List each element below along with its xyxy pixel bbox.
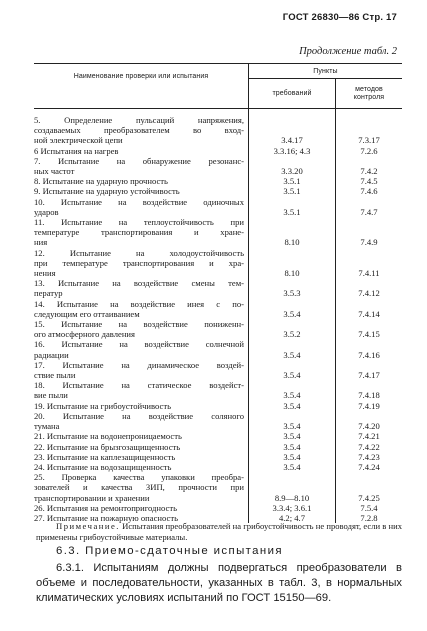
table-row <box>34 146 402 156</box>
test-name-cell <box>34 452 249 462</box>
requirement-clause-cell: 3.5.4 <box>249 462 336 472</box>
test-name-line: 11. Испытание на теплоустойчивость при <box>34 217 244 228</box>
test-name-line: 24. Испытание на водозащищенность <box>34 461 172 472</box>
test-name-line: 25. Проверка качества упаковки преобра- <box>34 472 244 483</box>
test-name-line: 7. Испытание на обнаружение резонанс- <box>34 155 244 166</box>
tests-table <box>34 63 402 523</box>
table-row <box>34 411 402 431</box>
test-name-line: ния <box>34 237 48 248</box>
requirement-clause-cell: 3.5.1 <box>249 186 336 196</box>
test-name-line: 6 Испытания на нагрев <box>34 145 119 156</box>
test-name-cell <box>34 176 249 186</box>
column-header-methods-line1: методов <box>355 86 383 93</box>
requirement-clause-cell: 8.9—8.10 <box>249 472 336 503</box>
test-name-line: 17. Испытание на динамическое воздей- <box>34 359 244 370</box>
test-name-line: 9. Испытание на ударную устойчивость <box>34 186 180 197</box>
method-clause-cell: 7.4.22 <box>358 441 380 452</box>
paragraph-line: климатических условиях испытаний по ГОСТ 15150—69. <box>36 592 332 604</box>
method-clause-cell: 7.3.17 <box>358 135 380 146</box>
paragraph-line: 6.3.1. Испытаниям должны подвергаться преобразователи в <box>56 562 402 574</box>
method-clause-cell: 7.4.16 <box>358 349 380 360</box>
column-header-points: Пункты <box>249 64 403 79</box>
test-name-line: 27. Испытание на пожарную опасность <box>34 512 178 523</box>
test-name-line: создаваемых преобразователем во вход- <box>34 125 244 136</box>
test-name-line: 23. Испытание на каплезащищенность <box>34 451 176 462</box>
test-name-cell <box>34 115 249 146</box>
test-name-cell <box>34 503 249 513</box>
table-row <box>34 197 402 217</box>
test-name-cell <box>34 380 249 400</box>
requirement-clause-cell: 3.3.20 <box>249 156 336 176</box>
column-header-requirements: требований <box>249 79 336 109</box>
test-name-line: 19. Испытание на грибоустойчивость <box>34 400 172 411</box>
tests-table-body <box>34 109 402 524</box>
test-name-cell <box>34 411 249 431</box>
test-name-line: 10. Испытание на воздействие одиночных <box>34 196 244 207</box>
requirement-clause-cell: 3.5.1 <box>249 197 336 217</box>
paragraph-line: объеме и последовательности, указанных в табл. 3, в нормальных <box>36 577 402 589</box>
table-row <box>34 115 402 146</box>
method-clause-cell: 7.2.6 <box>360 145 378 156</box>
test-name-line: 26. Испытания на ремонтопригодность <box>34 502 178 513</box>
method-clause-cell: 7.4.14 <box>358 308 380 319</box>
note-text: Испытания преобразователей на грибоустойчивость не проводят, если в них применены грибоустойчивые материалы. <box>36 521 402 542</box>
requirement-clause-cell: 3.5.4 <box>249 452 336 462</box>
table-row <box>34 217 402 248</box>
test-name-cell <box>34 462 249 472</box>
test-name-cell <box>34 146 249 156</box>
method-clause-cell: 7.4.19 <box>358 400 380 411</box>
test-name-line: 21. Испытание на водонепроницаемость <box>34 431 182 442</box>
column-header-methods-line2: контроля <box>353 94 385 101</box>
method-clause-cell: 7.4.20 <box>358 421 380 432</box>
test-name-line: 16. Испытание на воздействие солнечной <box>34 339 244 350</box>
method-clause-cell: 7.2.8 <box>360 512 378 523</box>
method-clause-cell: 7.4.17 <box>358 370 380 381</box>
method-clause-cell: 7.4.2 <box>360 166 378 177</box>
section-title: 6.3. Приемо-сдаточные испытания <box>56 545 283 557</box>
table-row <box>34 401 402 411</box>
test-name-cell <box>34 401 249 411</box>
test-name-line: тумана <box>34 421 60 432</box>
method-clause-cell: 7.4.7 <box>360 206 378 217</box>
table-row <box>34 360 402 380</box>
requirement-clause-cell: 3.5.4 <box>249 380 336 400</box>
test-name-cell <box>34 472 249 503</box>
test-name-line: 13. Испытание на воздействие смены тем- <box>34 278 244 289</box>
test-name-line: транспортировании и хранении <box>34 492 150 503</box>
test-name-cell <box>34 156 249 176</box>
test-name-cell <box>34 339 249 359</box>
requirement-clause-cell: 4.2; 4.7 <box>249 513 336 523</box>
test-name-line: 12. Испытание на холодоустойчивость <box>34 247 244 258</box>
table-row <box>34 278 402 298</box>
method-clause-cell: 7.4.23 <box>358 451 380 462</box>
table-row <box>34 339 402 359</box>
test-name-cell <box>34 319 249 339</box>
table-row <box>34 319 402 339</box>
test-name-line: 20. Испытание на воздействие соляного <box>34 410 244 421</box>
test-name-line: ной электрической цепи <box>34 135 123 146</box>
method-clause-cell: 7.4.5 <box>360 176 378 187</box>
test-name-line: 5. Определение пульсаций напряжения, <box>34 115 244 125</box>
test-name-line: ствие пыли <box>34 370 76 381</box>
requirement-clause-cell: 3.5.2 <box>249 319 336 339</box>
requirement-clause-cell: 3.5.1 <box>249 176 336 186</box>
column-header-name: Наименование проверки или испытания <box>34 64 249 109</box>
table-row <box>34 186 402 196</box>
table-row <box>34 452 402 462</box>
method-clause-cell: 7.4.6 <box>360 186 378 197</box>
table-row <box>34 442 402 452</box>
test-name-line: ператур <box>34 288 63 299</box>
method-clause-cell: 7.5.4 <box>360 502 378 513</box>
test-name-line: температуре транспортирования и хране- <box>34 227 244 238</box>
requirement-clause-cell: 3.3.16; 4.3 <box>249 146 336 156</box>
method-clause-cell: 7.4.25 <box>358 492 380 503</box>
table-row <box>34 156 402 176</box>
method-clause-cell: 7.4.21 <box>358 431 380 442</box>
requirement-clause-cell: 3.5.4 <box>249 360 336 380</box>
requirement-clause-cell: 3.5.4 <box>249 442 336 452</box>
table-row <box>34 299 402 319</box>
method-clause-cell: 7.4.11 <box>358 268 380 279</box>
test-name-line: 18. Испытание на статическое воздейст- <box>34 380 244 391</box>
table-row <box>34 462 402 472</box>
table-note <box>36 521 402 543</box>
requirement-clause-cell: 8.10 <box>249 217 336 248</box>
requirement-clause-cell: 3.5.4 <box>249 431 336 441</box>
section-paragraph <box>36 561 402 606</box>
requirement-clause-cell: 3.5.4 <box>249 339 336 359</box>
requirement-clause-cell: 8.10 <box>249 248 336 279</box>
test-name-line: ных частот <box>34 166 75 177</box>
test-name-cell <box>34 299 249 319</box>
note-label: Примечание. <box>56 521 120 531</box>
test-name-line: при температуре транспортирования и хра- <box>34 257 244 268</box>
table-row <box>34 380 402 400</box>
requirement-clause-cell: 3.5.3 <box>249 278 336 298</box>
table-row <box>34 176 402 186</box>
table-row <box>34 503 402 513</box>
requirement-clause-cell: 3.5.4 <box>249 411 336 431</box>
table-row <box>34 472 402 503</box>
requirement-clause-cell: 3.4.17 <box>249 115 336 146</box>
test-name-cell <box>34 197 249 217</box>
test-name-line: радиации <box>34 349 69 360</box>
table-row <box>34 248 402 279</box>
requirement-clause-cell: 3.5.4 <box>249 299 336 319</box>
test-name-line: 15. Испытание на воздействие пониженн- <box>34 319 244 330</box>
test-name-line: следующим его оттаиванием <box>34 308 140 319</box>
test-name-cell <box>34 360 249 380</box>
test-name-line: ого атмосферного давления <box>34 329 135 340</box>
test-name-line: нения <box>34 268 56 279</box>
test-name-cell <box>34 217 249 248</box>
column-header-methods <box>336 79 403 109</box>
test-name-line: 14. Испытание на воздействие инея с по- <box>34 298 244 309</box>
method-clause-cell: 7.4.18 <box>358 390 380 401</box>
test-name-cell <box>34 186 249 196</box>
test-name-cell <box>34 431 249 441</box>
table-continuation-label: Продолжение табл. 2 <box>299 46 397 57</box>
test-name-line: ударов <box>34 206 59 217</box>
table-row <box>34 431 402 441</box>
test-name-line: зователей и качества ЗИП, прочности при <box>34 482 244 493</box>
requirement-clause-cell: 3.5.4 <box>249 401 336 411</box>
page-header: ГОСТ 26830—86 Стр. 17 <box>282 12 397 23</box>
test-name-line: 22. Испытание на брызгозащищенность <box>34 441 181 452</box>
method-clause-cell: 7.4.12 <box>358 288 380 299</box>
requirement-clause-cell: 3.3.4; 3.6.1 <box>249 503 336 513</box>
test-name-cell <box>34 278 249 298</box>
test-name-cell <box>34 442 249 452</box>
test-name-line: вие пыли <box>34 390 68 401</box>
test-name-cell <box>34 248 249 279</box>
method-clause-cell: 7.4.24 <box>358 461 380 472</box>
method-clause-cell: 7.4.15 <box>358 329 380 340</box>
method-clause-cell: 7.4.9 <box>360 237 378 248</box>
test-name-line: 8. Испытание на ударную прочность <box>34 176 168 187</box>
